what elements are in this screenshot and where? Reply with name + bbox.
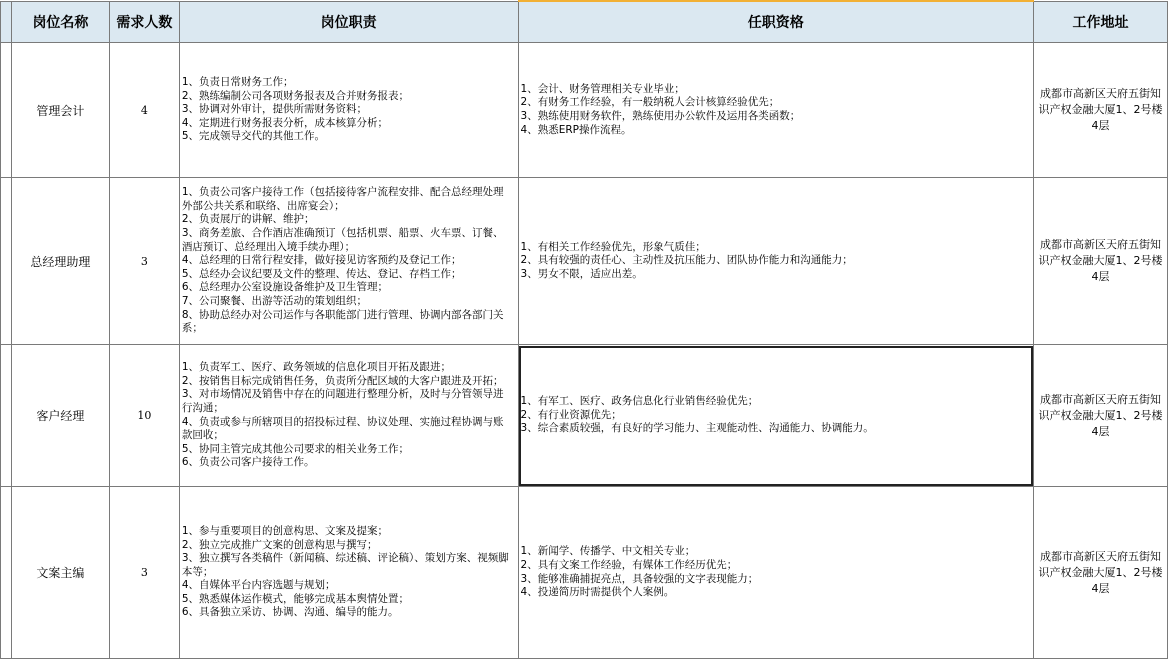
- header-row: [1, 1, 1168, 43]
- table-row: [1, 43, 1168, 178]
- qualifications-cell[interactable]: [518, 487, 1034, 659]
- duty-line: 8、协助总经办对公司运作与各职能部门进行管理、协调内部各部门关系；: [181, 308, 504, 335]
- duties-cell[interactable]: [179, 345, 518, 487]
- duties-cell[interactable]: [179, 487, 518, 659]
- qualification-line: 2、有财务工作经验，有一般纳税人会计核算经验优先；: [520, 96, 780, 109]
- qualification-line: 1、有相关工作经验优先，形象气质佳；: [520, 240, 706, 253]
- header-qualifications[interactable]: 任职资格: [518, 1, 1034, 43]
- qualification-line: 2、具有文案工作经验，有媒体工作经历优先；: [520, 558, 738, 571]
- duty-line: 3、商务差旅、合作酒店准确预订（包括机票、船票、火车票、订餐、酒店预订、总经理出入境手续办理）；: [181, 227, 504, 253]
- position-name-cell[interactable]: 总经理助理: [11, 178, 109, 345]
- qualification-line: 4、投递简历时需提供个人案例。: [520, 586, 675, 599]
- position-name-cell[interactable]: 文案主编: [11, 487, 109, 659]
- header-name[interactable]: 岗位名称: [11, 1, 109, 43]
- row-stub-header[interactable]: [1, 1, 12, 43]
- duties-cell[interactable]: [179, 178, 518, 345]
- duty-line: 6、具备独立采访、协调、沟通、编导的能力。: [181, 606, 399, 619]
- duty-line: 2、独立完成推广文案的创意构思与撰写；: [181, 538, 378, 551]
- position-name-cell[interactable]: 管理会计: [11, 43, 109, 178]
- qualification-line: 2、有行业资源优先；: [520, 408, 622, 421]
- qualifications-cell[interactable]: [518, 43, 1034, 178]
- duty-line: 3、对市场情况及销售中存在的问题进行整理分析，及时与分管领导进行沟通；: [181, 388, 504, 414]
- duty-line: 5、协同主管完成其他公司要求的相关业务工作；: [181, 442, 410, 455]
- header-count[interactable]: 需求人数: [109, 1, 179, 43]
- qualification-line: 1、有军工、医疗、政务信息化行业销售经验优先；: [520, 395, 759, 408]
- address-cell[interactable]: 成都市高新区天府五街知识产权金融大厦1、2号楼4层: [1034, 43, 1168, 178]
- duty-line: 3、协调对外审计，提供所需财务资料；: [181, 103, 368, 116]
- duty-line: 6、总经理办公室设施设备维护及卫生管理；: [181, 281, 389, 294]
- duty-line: 4、负责或参与所辖项目的招投标过程、协议处理、实施过程协调与账款回收；: [181, 415, 504, 442]
- duty-line: 6、负责公司客户接待工作。: [181, 456, 315, 469]
- qualification-line: 1、新闻学、传播学、中文相关专业；: [520, 545, 696, 558]
- headcount-cell[interactable]: 3: [109, 487, 179, 659]
- qualification-line: 3、能够准确捕捉亮点，具备较强的文字表现能力；: [520, 572, 759, 585]
- address-cell[interactable]: 成都市高新区天府五街知识产权金融大厦1、2号楼4层: [1034, 345, 1168, 487]
- duty-line: 1、负责公司客户接待工作（包括接待客户流程安排、配合总经理处理外部公共关系和联络、出席宴会）；: [181, 186, 504, 212]
- qualification-line: 3、综合素质较强，有良好的学习能力、主观能动性、沟通能力、协调能力。: [520, 422, 874, 435]
- duty-line: 5、总经办会议纪要及文件的整理、传达、登记、存档工作；: [181, 267, 462, 280]
- duty-line: 7、公司聚餐、出游等活动的策划组织；: [181, 294, 368, 307]
- header-duties[interactable]: 岗位职责: [179, 1, 518, 43]
- headcount-cell[interactable]: 10: [109, 345, 179, 487]
- duty-line: 4、自媒体平台内容选题与规划；: [181, 579, 336, 592]
- qualifications-cell[interactable]: [518, 178, 1034, 345]
- qualification-line: 3、熟练使用财务软件，熟练使用办公软件及运用各类函数；: [520, 110, 801, 122]
- address-cell[interactable]: 成都市高新区天府五街知识产权金融大厦1、2号楼4层: [1034, 487, 1168, 659]
- qualification-line: 4、熟悉ERP操作流程。: [520, 123, 632, 136]
- duty-line: 5、完成领导交代的其他工作。: [181, 130, 326, 143]
- qualification-line: 3、男女不限，适应出差。: [520, 267, 643, 280]
- qualification-line: 1、会计、财务管理相关专业毕业；: [520, 82, 685, 95]
- table-row: [1, 487, 1168, 659]
- duty-line: 2、按销售目标完成销售任务，负责所分配区域的大客户跟进及开拓；: [181, 374, 504, 387]
- headcount-cell[interactable]: 4: [109, 43, 179, 178]
- table-row: [1, 178, 1168, 345]
- table-row: [1, 345, 1168, 487]
- duty-line: 1、负责军工、医疗、政务领域的信息化项目开拓及跟进；: [181, 361, 452, 374]
- row-stub[interactable]: [1, 43, 12, 178]
- duty-line: 2、负责展厅的讲解、维护；: [181, 213, 315, 226]
- row-stub[interactable]: [1, 178, 12, 345]
- row-stub[interactable]: [1, 487, 12, 659]
- duty-line: 2、熟练编制公司各项财务报表及合并财务报表；: [181, 89, 410, 102]
- address-cell[interactable]: 成都市高新区天府五街知识产权金融大厦1、2号楼4层: [1034, 178, 1168, 345]
- duty-line: 4、总经理的日常行程安排，做好接见访客预约及登记工作；: [181, 254, 462, 267]
- header-address[interactable]: 工作地址: [1034, 1, 1168, 43]
- qualifications-cell-selected[interactable]: [518, 345, 1034, 487]
- duties-cell[interactable]: [179, 43, 518, 178]
- duty-line: 3、独立撰写各类稿件（新闻稿、综述稿、评论稿）、策划方案、视频脚本等；: [181, 552, 509, 578]
- duty-line: 1、参与重要项目的创意构思、文案及提案；: [181, 524, 389, 537]
- duty-line: 5、熟悉媒体运作模式，能够完成基本舆情处置；: [181, 592, 410, 605]
- position-name-cell[interactable]: 客户经理: [11, 345, 109, 487]
- duty-line: 1、负责日常财务工作；: [181, 76, 294, 89]
- qualification-line: 2、具有较强的责任心、主动性及抗压能力、团队协作能力和沟通能力；: [520, 254, 853, 267]
- row-stub[interactable]: [1, 345, 12, 487]
- headcount-cell[interactable]: 3: [109, 178, 179, 345]
- duty-line: 4、定期进行财务报表分析，成本核算分析；: [181, 116, 389, 129]
